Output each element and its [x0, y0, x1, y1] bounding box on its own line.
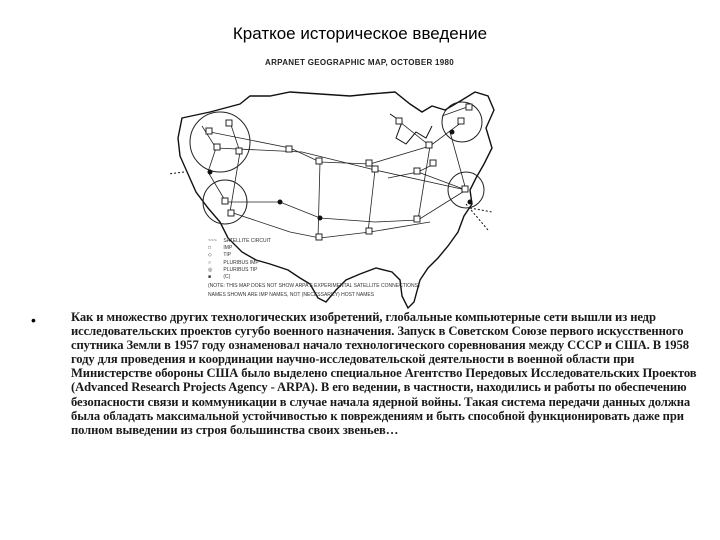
legend-symbol: ■ [208, 274, 212, 281]
legend-symbol: ~~~ [208, 238, 217, 244]
legend-label: TIP [223, 252, 232, 259]
map-caption: ARPANET GEOGRAPHIC MAP, OCTOBER 1980 [265, 58, 455, 67]
legend-label: (C) [223, 274, 231, 281]
legend-item [208, 245, 428, 252]
legend-note: NAMES SHOWN ARE IMP NAMES, NOT (NECESSARILY) HOST NAMES [208, 292, 375, 299]
legend-note: (NOTE: THIS MAP DOES NOT SHOW ARPA'S EXPERIMENTAL SATELLITE CONNECTIONS) [208, 283, 420, 290]
cluster-sf [190, 112, 250, 172]
legend-symbol: □ [208, 245, 212, 252]
legend-label: PLURIBUS IMP [223, 259, 259, 266]
legend-symbol: ○ [208, 259, 212, 266]
map-legend [208, 238, 428, 300]
legend-label: PLURIBUS TIP [223, 266, 258, 273]
legend-item [208, 252, 428, 259]
body-paragraph: Как и множество других технологических изобретений, глобальные компьютерные сети вышли из недр исследовательских проектов сугубо военного назначения. Запуск в Советском Союзе первого искусственного спутника Земли в 1957 году ознаменовал начало технологического соревнования между СССР и США. В 1958 году для проведения и координации научно-исследовательской деятельности в военной области при Министерстве обороны США было выделено специальное Агентство Передовых Исследовательских Проектов (Advanced Research Projects Agency - ARPA). В его ведении, в частности, находились и работы по обеспечению безопасности связи и коммуникации в случае начала ядерной войны. Такая система передачи данных должна была обладать максимальной устойчивостью к повреждениям и быть способной функционировать даже при полном выведении из строя большинства своих звеньев… [71, 310, 697, 437]
legend-item [208, 274, 428, 281]
legend-label: IMP [223, 245, 233, 252]
legend-symbol: ◎ [208, 266, 213, 273]
legend-item [208, 267, 428, 274]
legend-item [208, 238, 428, 245]
bullet-icon: • [31, 312, 36, 328]
legend-symbol: ◇ [208, 252, 212, 259]
legend-label: SATELLITE CIRCUIT [223, 238, 272, 244]
slide-title: Краткое историческое введение [232, 24, 488, 43]
legend-item [208, 260, 428, 267]
